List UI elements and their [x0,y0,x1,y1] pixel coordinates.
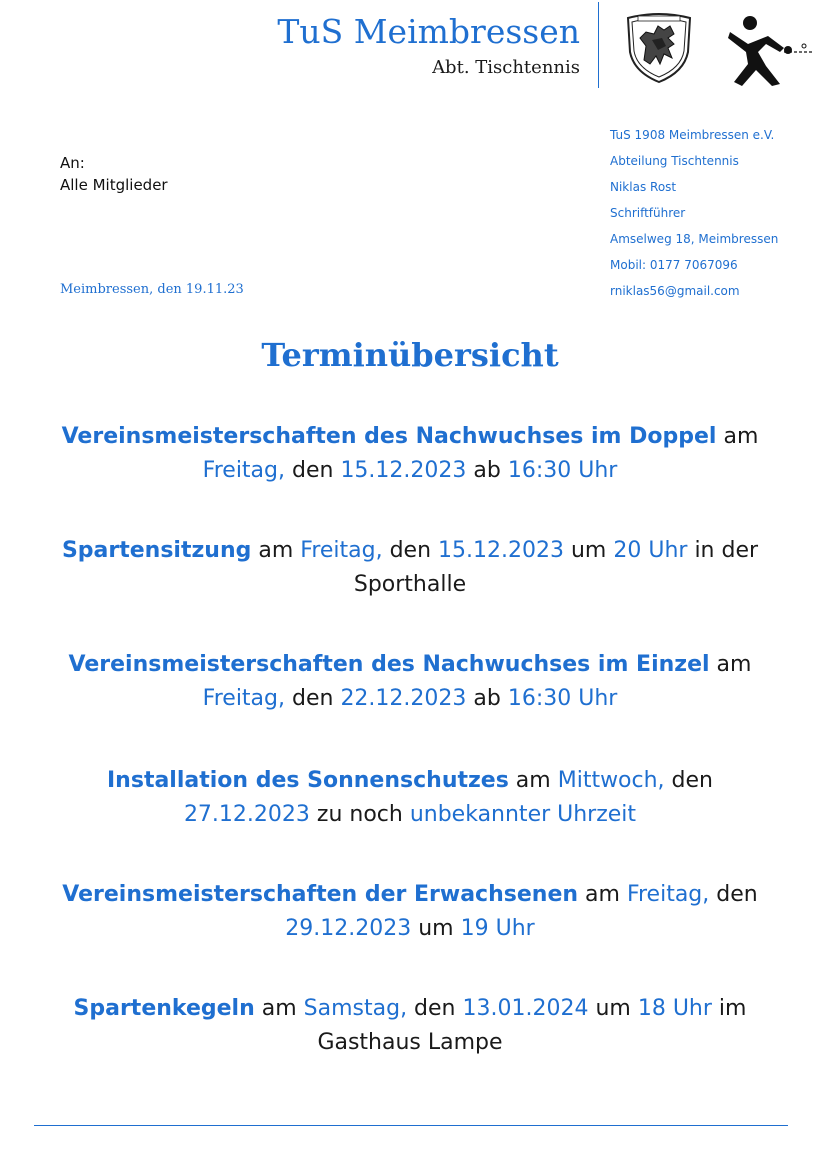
event-item [40,992,780,1060]
sender-role: Schriftführer [610,206,686,220]
event-time: unbekannter Uhrzeit [409,802,637,827]
sender-phone: Mobil: 0177 7067096 [610,258,738,272]
footer-divider [34,1125,788,1126]
event-item [40,648,780,716]
event-date: 22.12.2023 [340,686,467,711]
event-day: Freitag, [202,686,285,711]
event-text: am [254,996,304,1021]
event-text: ab [466,458,508,483]
event-date: 15.12.2023 [340,458,467,483]
recipient-label: An: [60,154,85,172]
event-name: Vereinsmeisterschaften des Nachwuchses im Doppel [61,424,717,449]
header-divider [598,2,599,88]
event-text: am [716,424,759,449]
event-text: am [709,652,752,677]
event-day: Freitag, [626,882,710,907]
date-line: Meimbressen, den 19.11.23 [60,282,244,297]
department-name: Abt. Tischtennis [432,57,580,78]
event-text: den [382,538,439,563]
sender-department: Abteilung Tischtennis [610,154,739,168]
event-text: zu noch [309,802,410,827]
event-name: Installation des Sonnenschutzes [107,768,509,793]
event-text: in der Sporthalle [353,538,759,597]
event-date: 27.12.2023 [183,802,310,827]
event-text: den [407,996,463,1021]
event-day: Freitag, [300,538,383,563]
sender-person: Niklas Rost [610,180,677,194]
event-date: 29.12.2023 [285,916,412,941]
event-time: 20 Uhr [613,538,688,563]
event-time: 19 Uhr [460,916,535,941]
event-text: im Gasthaus Lampe [317,996,747,1055]
club-name: TuS Meimbressen [277,12,580,51]
event-item [40,878,780,946]
event-text: um [411,916,461,941]
event-item [40,764,780,832]
event-name: Spartenkegeln [73,996,255,1021]
event-text: ab [466,686,508,711]
sender-address-block [610,125,778,307]
table-tennis-player-icon [724,14,814,88]
event-text: um [564,538,614,563]
event-text: den [709,882,758,907]
event-time: 18 Uhr [637,996,712,1021]
event-item [40,534,780,602]
club-crest-icon [624,8,694,84]
event-text: am [508,768,558,793]
event-text: den [285,458,341,483]
page-title: Terminübersicht [261,336,559,374]
sender-organization: TuS 1908 Meimbressen e.V. [610,128,775,142]
sender-email[interactable]: rniklas56@gmail.com [610,284,740,298]
event-item [40,420,780,488]
event-name: Vereinsmeisterschaften des Nachwuchses im Einzel [68,652,710,677]
event-time: 16:30 Uhr [507,686,618,711]
event-text: um [588,996,638,1021]
event-text: den [285,686,341,711]
event-text: am [251,538,301,563]
event-name: Vereinsmeisterschaften der Erwachsenen [62,882,579,907]
event-day: Freitag, [202,458,285,483]
event-date: 13.01.2024 [462,996,589,1021]
recipient-name: Alle Mitglieder [60,176,168,194]
recipient-block [60,152,168,196]
event-day: Mittwoch, [557,768,665,793]
event-name: Spartensitzung [61,538,252,563]
event-day: Samstag, [303,996,408,1021]
event-date: 15.12.2023 [438,538,564,563]
event-time: 16:30 Uhr [507,458,618,483]
event-text: den [664,768,713,793]
event-text: am [578,882,627,907]
sender-address: Amselweg 18, Meimbressen [610,232,779,246]
